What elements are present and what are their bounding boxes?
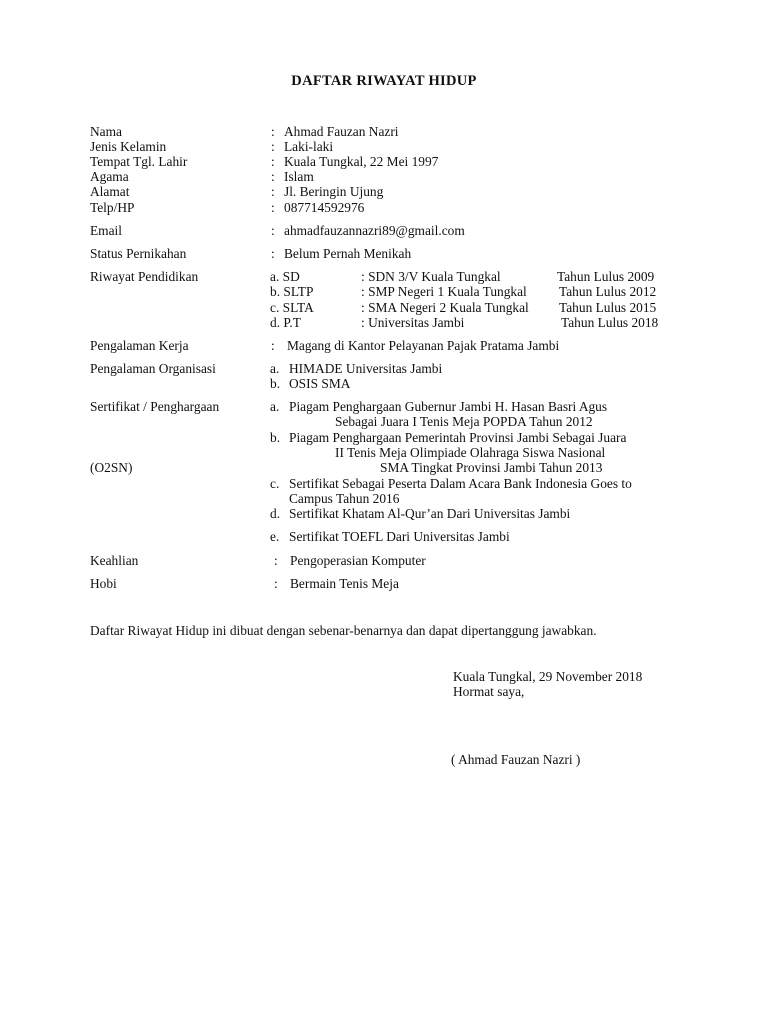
value-agama: Islam <box>284 169 314 184</box>
edu-school: : Universitas Jambi <box>361 315 465 330</box>
sertifikat-a-line1: Piagam Penghargaan Gubernur Jambi H. Hasan Basri Agus <box>289 399 608 414</box>
sertifikat-c-line2: Campus Tahun 2016 <box>289 491 400 506</box>
edu-level: a. SD <box>270 269 300 284</box>
list-letter: c. <box>270 476 280 491</box>
value-status: Belum Pernah Menikah <box>284 246 412 261</box>
colon: : <box>271 154 275 169</box>
value-tempat-tgl-lahir: Kuala Tungkal, 22 Mei 1997 <box>284 154 439 169</box>
sertifikat-d-line1: Sertifikat Khatam Al-Qur’an Dari Universitas Jambi <box>289 506 571 521</box>
value-email: ahmadfauzannazri89@gmail.com <box>284 223 465 238</box>
edu-year: Tahun Lulus 2018 <box>561 315 659 330</box>
edu-school: : SMA Negeri 2 Kuala Tungkal <box>361 300 529 315</box>
organisasi-item: OSIS SMA <box>289 376 351 391</box>
colon: : <box>271 124 275 139</box>
colon: : <box>271 139 275 154</box>
label-pendidikan: Riwayat Pendidikan <box>90 269 199 284</box>
sertifikat-b-line2: II Tenis Meja Olimpiade Olahraga Siswa Nasional <box>335 445 606 460</box>
label-alamat: Alamat <box>90 184 130 199</box>
edu-year: Tahun Lulus 2015 <box>559 300 657 315</box>
colon: : <box>271 223 275 238</box>
label-nama: Nama <box>90 124 122 139</box>
label-status: Status Pernikahan <box>90 246 187 261</box>
label-kerja: Pengalaman Kerja <box>90 338 189 353</box>
label-email: Email <box>90 223 122 238</box>
list-letter: a. <box>270 361 280 376</box>
page-title: DAFTAR RIWAYAT HIDUP <box>291 73 477 89</box>
value-kerja: Magang di Kantor Pelayanan Pajak Pratama Jambi <box>287 338 560 353</box>
list-letter: b. <box>270 430 281 445</box>
colon: : <box>271 169 275 184</box>
label-sertifikat: Sertifikat / Penghargaan <box>90 399 220 414</box>
value-telp: 087714592976 <box>284 200 365 215</box>
organisasi-item: HIMADE Universitas Jambi <box>289 361 443 376</box>
value-nama: Ahmad Fauzan Nazri <box>284 124 399 139</box>
edu-level: d. P.T <box>270 315 301 330</box>
list-letter: b. <box>270 376 281 391</box>
list-letter: e. <box>270 529 280 544</box>
label-hobi: Hobi <box>90 576 117 591</box>
colon: : <box>274 553 278 568</box>
statement: Daftar Riwayat Hidup ini dibuat dengan sebenar-benarnya dan dapat dipertanggung jawabkan. <box>90 623 597 638</box>
value-jenis-kelamin: Laki-laki <box>284 139 334 154</box>
edu-year: Tahun Lulus 2012 <box>559 284 657 299</box>
list-letter: a. <box>270 399 280 414</box>
value-alamat: Jl. Beringin Ujung <box>284 184 384 199</box>
label-keahlian: Keahlian <box>90 553 139 568</box>
colon: : <box>271 184 275 199</box>
signature-name: ( Ahmad Fauzan Nazri ) <box>451 752 581 767</box>
edu-level: c. SLTA <box>270 300 314 315</box>
place-date: Kuala Tungkal, 29 November 2018 <box>453 669 643 684</box>
list-letter: d. <box>270 506 281 521</box>
label-o2sn: (O2SN) <box>90 460 133 475</box>
value-hobi: Bermain Tenis Meja <box>290 576 399 591</box>
sertifikat-b-line3: SMA Tingkat Provinsi Jambi Tahun 2013 <box>380 460 603 475</box>
label-jenis-kelamin: Jenis Kelamin <box>90 139 167 154</box>
edu-school: : SDN 3/V Kuala Tungkal <box>361 269 501 284</box>
colon: : <box>271 200 275 215</box>
colon: : <box>271 338 275 353</box>
label-tempat-tgl-lahir: Tempat Tgl. Lahir <box>90 154 188 169</box>
greeting: Hormat saya, <box>453 684 525 699</box>
label-organisasi: Pengalaman Organisasi <box>90 361 216 376</box>
edu-level: b. SLTP <box>270 284 314 299</box>
sertifikat-c-line1: Sertifikat Sebagai Peserta Dalam Acara Bank Indonesia Goes to <box>289 476 632 491</box>
label-agama: Agama <box>90 169 129 184</box>
sertifikat-a-line2: Sebagai Juara I Tenis Meja POPDA Tahun 2012 <box>335 414 593 429</box>
edu-school: : SMP Negeri 1 Kuala Tungkal <box>361 284 527 299</box>
label-telp: Telp/HP <box>90 200 135 215</box>
colon: : <box>274 576 278 591</box>
colon: : <box>271 246 275 261</box>
value-keahlian: Pengoperasian Komputer <box>290 553 426 568</box>
sertifikat-b-line1: Piagam Penghargaan Pemerintah Provinsi Jambi Sebagai Juara <box>289 430 627 445</box>
sertifikat-e-line1: Sertifikat TOEFL Dari Universitas Jambi <box>289 529 510 544</box>
edu-year: Tahun Lulus 2009 <box>557 269 655 284</box>
